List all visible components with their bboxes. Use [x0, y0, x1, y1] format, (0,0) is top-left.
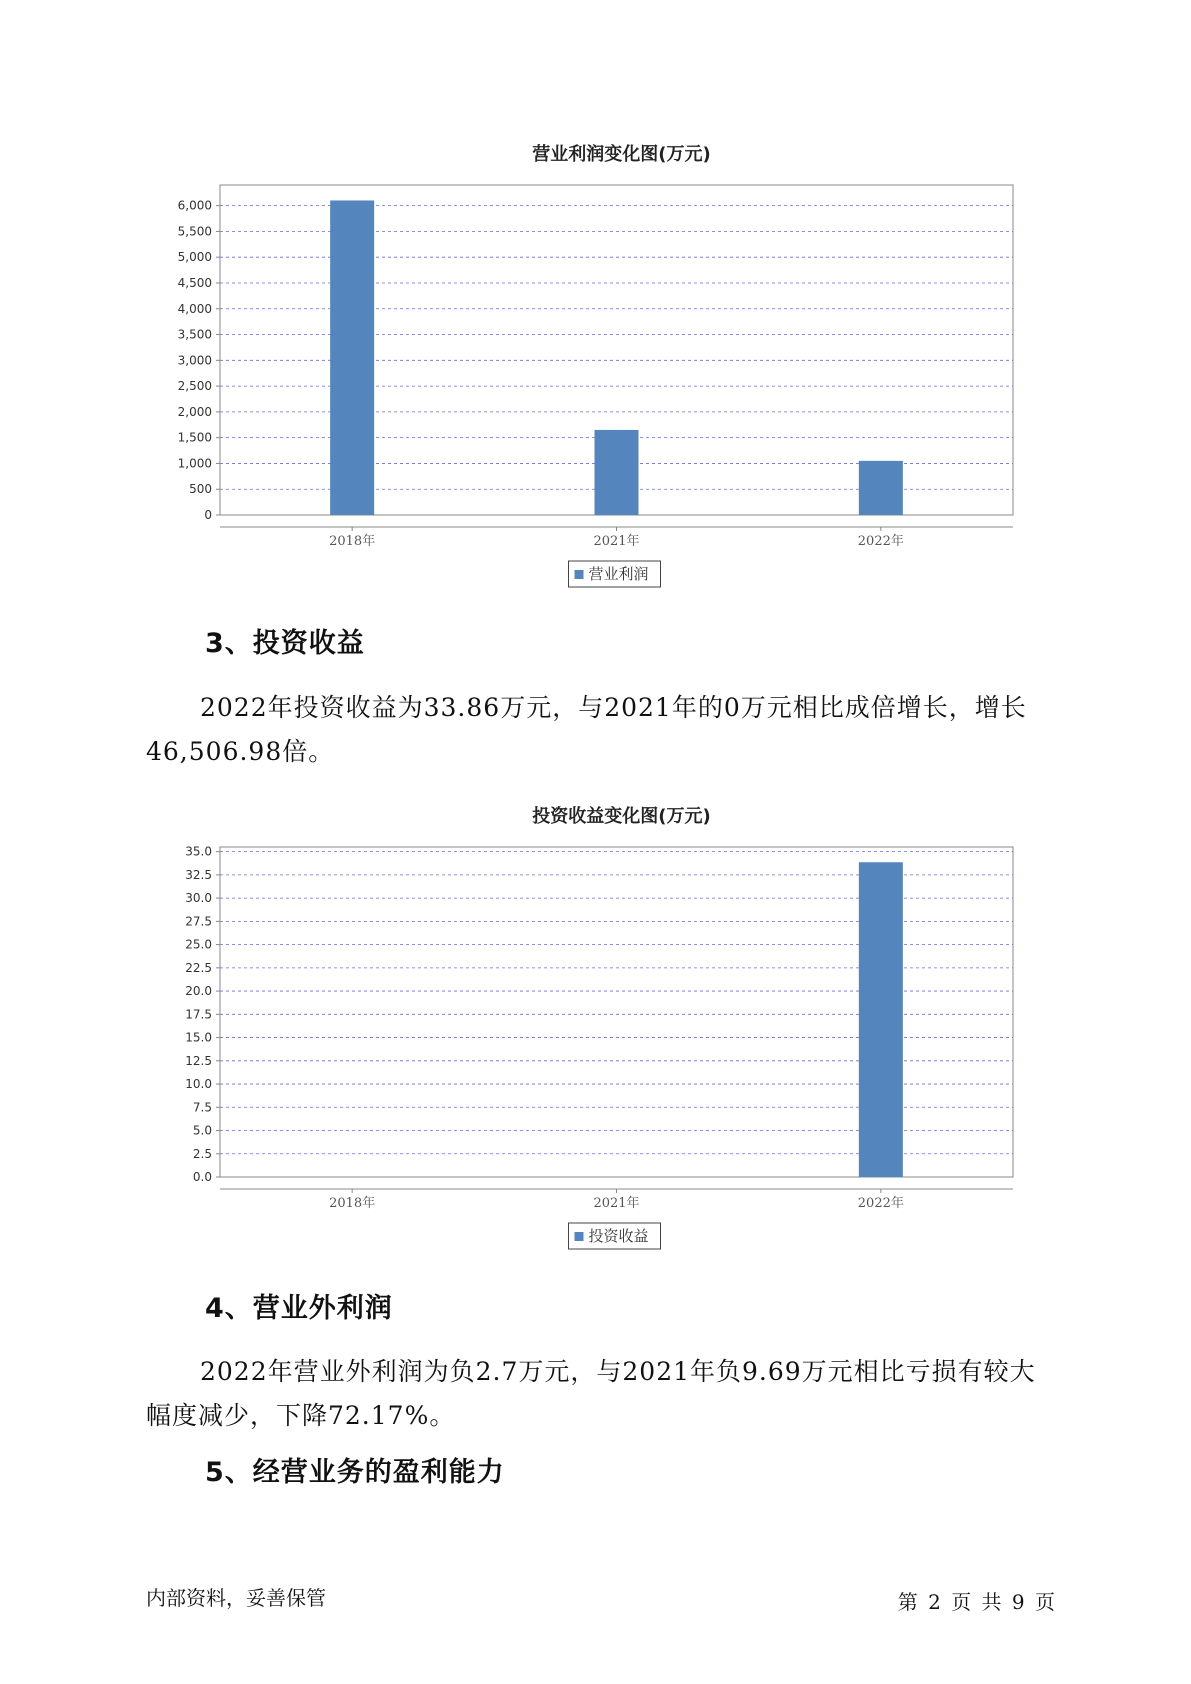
y-tick-label: 22.5 — [185, 960, 212, 975]
y-tick-label: 7.5 — [192, 1100, 212, 1115]
x-tick-label: 2018年 — [329, 1196, 376, 1211]
x-tick-label: 2021年 — [593, 1196, 640, 1211]
y-tick-label: 10.0 — [185, 1077, 212, 1092]
y-tick-label: 2,000 — [177, 404, 212, 419]
section-5-heading: 5、经营业务的盈利能力 — [205, 1457, 505, 1488]
y-tick-label: 0.0 — [192, 1170, 212, 1184]
bar — [859, 461, 903, 515]
legend-swatch — [575, 1232, 584, 1241]
y-tick-label: 5.0 — [192, 1123, 212, 1138]
y-tick-label: 20.0 — [185, 984, 212, 999]
chart-title: 投资收益变化图(万元) — [532, 806, 711, 827]
y-tick-label: 3,500 — [177, 327, 212, 342]
investment-income-chart-svg — [0, 797, 1191, 1257]
section-3-paragraph: 2022年投资收益为33.86万元，与2021年的0万元相比成倍增长，增长46,506.98倍。 — [146, 693, 1027, 766]
x-tick-label: 2021年 — [593, 534, 640, 549]
y-tick-label: 35.0 — [185, 844, 212, 859]
x-tick-label: 2022年 — [857, 1196, 904, 1211]
y-tick-label: 17.5 — [185, 1007, 212, 1022]
y-tick-label: 4,500 — [177, 275, 212, 290]
y-tick-label: 32.5 — [185, 867, 212, 882]
x-tick-label: 2018年 — [329, 534, 376, 549]
legend-swatch — [575, 570, 584, 579]
y-tick-label: 5,500 — [177, 224, 212, 239]
y-tick-label: 4,000 — [177, 301, 212, 316]
section-3-heading: 3、投资收益 — [205, 628, 365, 659]
y-tick-label: 0 — [204, 508, 212, 522]
y-tick-label: 12.5 — [185, 1053, 212, 1068]
section-4-heading: 4、营业外利润 — [205, 1293, 393, 1324]
footer-confidential-note: 内部资料，妥善保管 — [146, 1586, 326, 1610]
y-tick-label: 3,000 — [177, 353, 212, 368]
investment-income-chart — [0, 797, 1191, 1257]
y-tick-label: 25.0 — [185, 937, 212, 952]
bar — [330, 200, 374, 515]
legend-label: 营业利润 — [588, 565, 649, 583]
y-tick-label: 2.5 — [192, 1146, 212, 1161]
chart-title: 营业利润变化图(万元) — [532, 144, 711, 165]
y-tick-label: 27.5 — [185, 914, 212, 929]
y-tick-label: 1,500 — [177, 430, 212, 445]
y-tick-label: 500 — [189, 482, 212, 497]
y-tick-label: 1,000 — [177, 456, 212, 471]
operating-profit-chart — [0, 135, 1191, 595]
section-4-paragraph: 2022年营业外利润为负2.7万元，与2021年负9.69万元相比亏损有较大幅度减少，下降72.17%。 — [146, 1357, 1036, 1430]
y-tick-label: 2,500 — [177, 379, 212, 394]
y-tick-label: 15.0 — [185, 1030, 212, 1045]
bar — [859, 862, 903, 1177]
legend-label: 投资收益 — [588, 1227, 649, 1245]
y-tick-label: 30.0 — [185, 891, 212, 906]
operating-profit-chart-svg — [0, 135, 1191, 595]
bar — [595, 430, 639, 515]
x-tick-label: 2022年 — [857, 534, 904, 549]
y-tick-label: 6,000 — [177, 198, 212, 213]
footer-page-number: 第 2 页 共 9 页 — [897, 1590, 1055, 1614]
y-tick-label: 5,000 — [177, 250, 212, 265]
